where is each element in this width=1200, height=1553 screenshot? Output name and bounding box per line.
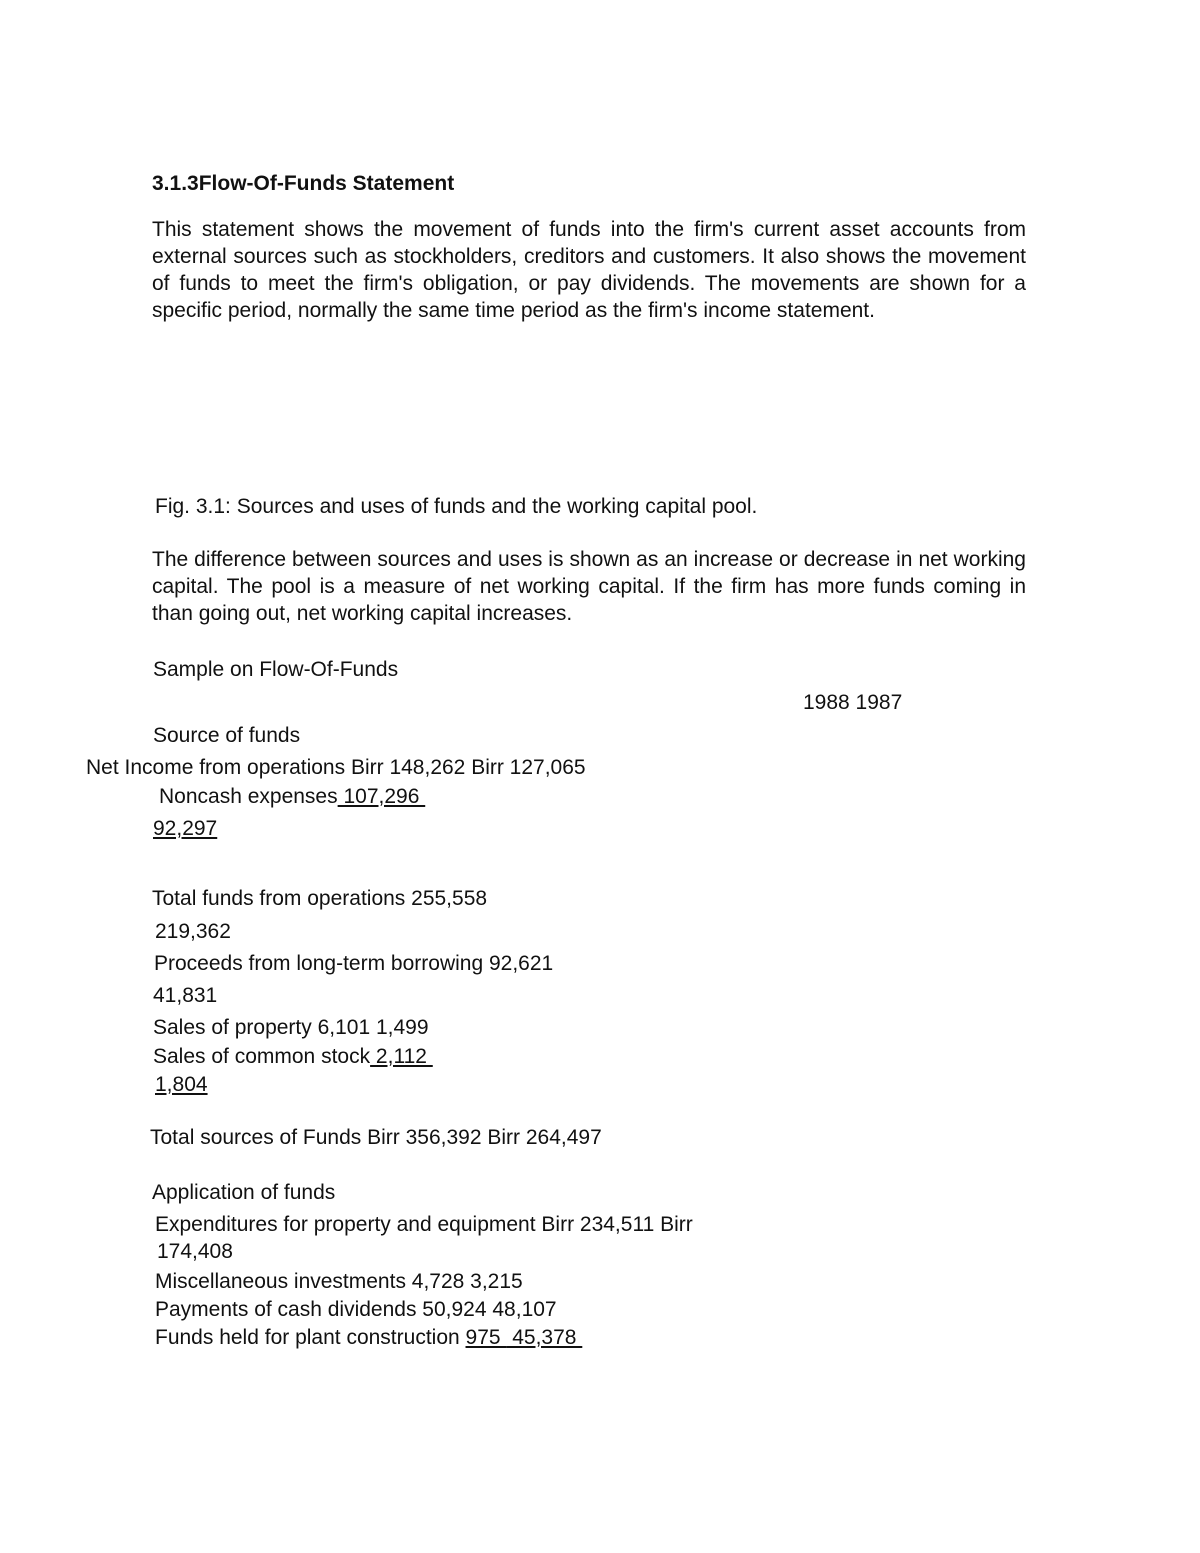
year-headers: 1988 1987: [803, 691, 903, 714]
noncash-1988-value: 107,296: [337, 785, 426, 808]
expenditures-1987-value: 174,408: [157, 1240, 233, 1263]
stock-line: [153, 1043, 433, 1070]
intro-paragraph: This statement shows the movement of funds into the firm's current asset accounts from external sources such as stockholders, creditors and customers. It also shows the movement of funds to meet the firm's obligation, or pay dividends. The movements are shown for a specific period, normally the same time period as the firm's income statement.: [152, 218, 1026, 322]
section-heading: 3.1.3Flow-Of-Funds Statement: [152, 172, 455, 195]
plant-1988-value: 975: [465, 1326, 507, 1349]
application-heading: Application of funds: [152, 1181, 336, 1204]
sample-title: Sample on Flow-Of-Funds: [153, 658, 399, 681]
plant-1987-value: 45,378: [506, 1326, 583, 1349]
expenditures-line: Expenditures for property and equipment Birr 234,511 Birr: [155, 1213, 693, 1236]
sources-heading: Source of funds: [153, 724, 301, 747]
misc-investments-line: Miscellaneous investments 4,728 3,215: [155, 1270, 523, 1293]
stock-1988-value: 2,112: [370, 1045, 433, 1068]
noncash-label: Noncash expenses: [159, 785, 338, 808]
noncash-line: [159, 783, 425, 810]
total-ops-line: Total funds from operations 255,558: [152, 887, 488, 910]
plant-label: Funds held for plant construction: [155, 1326, 466, 1349]
net-income-line: Net Income from operations Birr 148,262 Birr 127,065: [86, 756, 586, 779]
stock-1987-value: 1,804: [155, 1073, 208, 1096]
noncash-1987-value: 92,297: [153, 817, 218, 840]
total-ops-1987-value: 219,362: [155, 920, 231, 943]
dividends-line: Payments of cash dividends 50,924 48,107: [155, 1298, 557, 1321]
stock-label: Sales of common stock: [153, 1045, 371, 1068]
borrowing-line: Proceeds from long-term borrowing 92,621: [154, 952, 554, 975]
plant-construction-line: [155, 1324, 582, 1351]
figure-caption: Fig. 3.1: Sources and uses of funds and the working capital pool.: [155, 495, 758, 518]
property-sales-line: Sales of property 6,101 1,499: [153, 1016, 429, 1039]
total-sources-line: Total sources of Funds Birr 356,392 Birr 264,497: [150, 1126, 602, 1149]
explanation-paragraph: The difference between sources and uses is shown as an increase or decrease in net working capital. The pool is a measure of net working capital. If the firm has more funds coming in than going out, net working capital increases.: [152, 548, 1026, 625]
borrowing-1987-value: 41,831: [153, 984, 218, 1007]
